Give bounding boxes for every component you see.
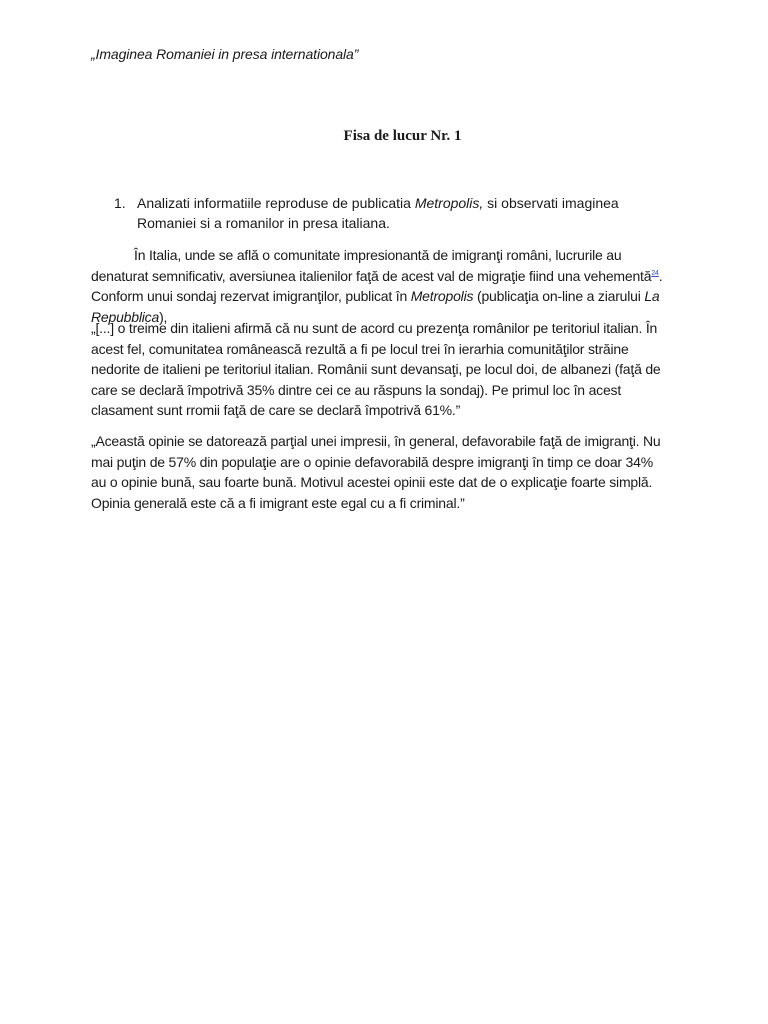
intro-part1: În Italia, unde se află o comunitate impresionantă de imigranţi români, lucrurile au denaturat semnificativ, aversiunea italienilor faţă de acest val de migraţie fiind una vehementă xyxy=(91,247,652,284)
intro-paragraph xyxy=(91,245,671,327)
document-header: „Imaginea Romaniei in presa internationala” xyxy=(91,46,359,62)
question-text-before: Analizati informatiile reproduse de publicatia xyxy=(137,195,415,211)
question-publication-name: Metropolis, xyxy=(414,195,484,211)
intro-part4: ), xyxy=(159,308,168,325)
question-text-after: si observati imaginea Romaniei si a romanilor in presa italiana. xyxy=(137,195,619,231)
quote-paragraph-1: „[...] o treime din italieni afirmă că nu sunt de acord cu prezenţa românilor pe teritoriul italian. În acest fel, comunitatea românească rezultă a fi pe locul trei în ierarhia comunităţilor străine nedorite de italieni pe teritoriul italian. Românii sunt devansaţi, pe locul doi, de albanezi (faţă de care se declară împotrivă 35% dintre cei ce au răspuns la sondaj). Pe primul loc în acest clasament sunt rromii faţă de care se declară împotrivă 61%.” xyxy=(91,320,661,418)
intro-italic-repubblica: La Repubblica xyxy=(91,288,660,325)
quote-paragraph-2: „Această opinie se datorează parţial unei impresii, în general, defavorabile faţă de imigranţi. Nu mai puţin de 57% din populaţie are o opinie defavorabilă despre imigranţi în timp ce doar 34% au o opinie bună, sau foarte bună. Motivul acestei opinii este dat de o explicaţie foarte simplă. Opinia generală este că a fi imigrant este egal cu a fi criminal.” xyxy=(91,433,661,511)
footnote-link[interactable]: 24 xyxy=(651,269,659,277)
intro-part3: (publicaţia on-line a ziarului xyxy=(473,288,645,304)
document-title: Fisa de lucur Nr. 1 xyxy=(343,128,462,144)
question-text xyxy=(137,193,677,233)
intro-part2: . Conform unui sondaj rezervat imigranţilor, publicat în xyxy=(91,267,663,304)
intro-italic-metropolis: Metropolis xyxy=(410,288,474,304)
question-number: 1. xyxy=(114,195,126,211)
